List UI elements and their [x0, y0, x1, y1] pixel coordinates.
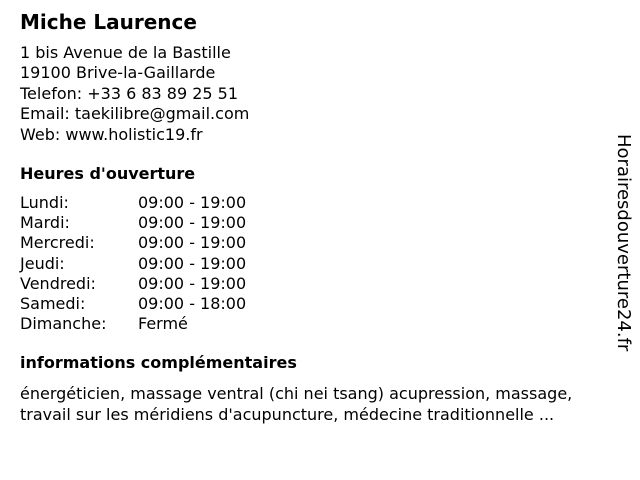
- day-label: Mercredi:: [20, 233, 95, 253]
- day-label: Vendredi:: [20, 273, 96, 293]
- hours-value: 09:00 - 19:00: [138, 253, 247, 273]
- email-line: Email: taekilibre@gmail.com: [20, 104, 250, 124]
- hours-value: 09:00 - 18:00: [138, 293, 247, 313]
- address-line-1: 1 bis Avenue de la Bastille: [20, 43, 231, 62]
- opening-hours-heading: Heures d'ouverture: [20, 164, 196, 183]
- hours-value: 09:00 - 19:00: [138, 273, 247, 293]
- hours-value: Fermé: [138, 314, 188, 334]
- hours-value: 09:00 - 19:00: [138, 233, 247, 253]
- contact-block: [20, 43, 249, 145]
- day-label: Jeudi:: [20, 253, 65, 273]
- website-line: Web: www.holistic19.fr: [20, 124, 203, 144]
- hours-value: 09:00 - 19:00: [138, 193, 247, 212]
- day-label: Lundi:: [20, 193, 69, 212]
- additional-info-line-1: énergéticien, massage ventral (chi nei tsang) acupression, massage,: [20, 384, 573, 403]
- additional-info-line-2: travail sur les méridiens d'acupuncture, médecine traditionnelle ...: [20, 405, 555, 424]
- day-label: Samedi:: [20, 293, 86, 313]
- day-label: Dimanche:: [20, 314, 107, 334]
- business-name: Miche Laurence: [20, 10, 197, 34]
- additional-info-text: [20, 383, 620, 425]
- day-label: Mardi:: [20, 213, 70, 233]
- address-line-2: 19100 Brive-la-Gaillarde: [20, 63, 216, 83]
- hours-value: 09:00 - 19:00: [138, 213, 247, 233]
- site-brand-vertical: Horairesdouverture24.fr: [613, 134, 634, 352]
- additional-info-heading: informations complémentaires: [20, 353, 297, 372]
- phone-line: Telefon: +33 6 83 89 25 51: [20, 83, 239, 103]
